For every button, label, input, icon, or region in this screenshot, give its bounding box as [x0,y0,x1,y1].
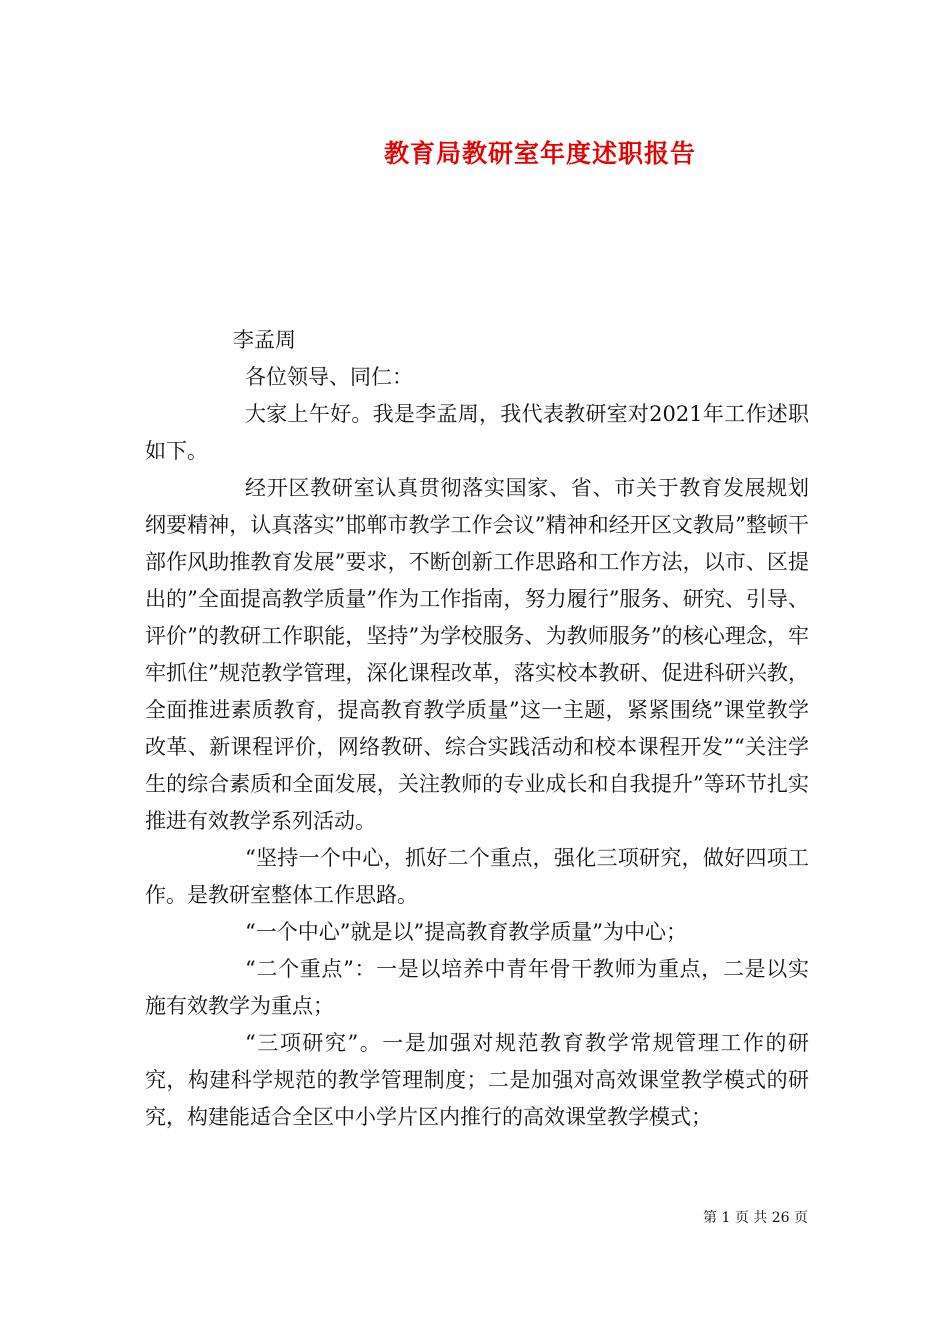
paragraph-one-center: “一个中心”就是以”提高教育教学质量”为中心； [245,920,687,944]
salutation: 各位领导、同仁： [245,365,413,389]
document-title: 教育局教研室年度述职报告 [383,139,696,168]
author-name: 李孟周 [233,328,296,352]
paragraph-two-focuses: “二个重点”：一是以培养中青年骨干教师为重点，二是以实施有效教学为重点； [145,957,809,1018]
page-number: 第 1 页 共 26 页 [703,1210,808,1226]
paragraph-greeting: 大家上午好。我是李孟周，我代表教研室对2021年工作述职如下。 [145,402,809,463]
paragraph-overview: 经开区教研室认真贯彻落实国家、省、市关于教育发展规划纲要精神，认真落实”邯郸市教学工作会议”精神和经开区文教局”整顿干部作风助推教育发展”要求，不断创新工作思路和工作方法，以市、区提出的”全面提高教学质量”作为工作指南，努力履行”服务、研究、引导、评价”的教研工作职能，坚持”为学校服务、为教师服务”的核心理念，牢牢抓住”规范教学管理，深化课程改革，落实校本教研、促进科研兴教，全面推进素质教育，提高教育教学质量”这一主题，紧紧围绕”课堂教学改革、新课程评价，网络教研、综合实践活动和校本课程开发”“关注学生的综合素质和全面发展，关注教师的专业成长和自我提升”等环节扎实推进有效教学系列活动。 [145,476,809,833]
document-body [145,322,809,1136]
paragraph-work-approach: “坚持一个中心，抓好二个重点，强化三项研究，做好四项工作。是教研室整体工作思路。 [145,846,809,907]
paragraph-three-studies: “三项研究”。一是加强对规范教育教学常规管理工作的研究，构建科学规范的教学管理制度；二是加强对高效课堂教学模式的研究，构建能适合全区中小学片区内推行的高效课堂教学模式； [145,1031,809,1129]
